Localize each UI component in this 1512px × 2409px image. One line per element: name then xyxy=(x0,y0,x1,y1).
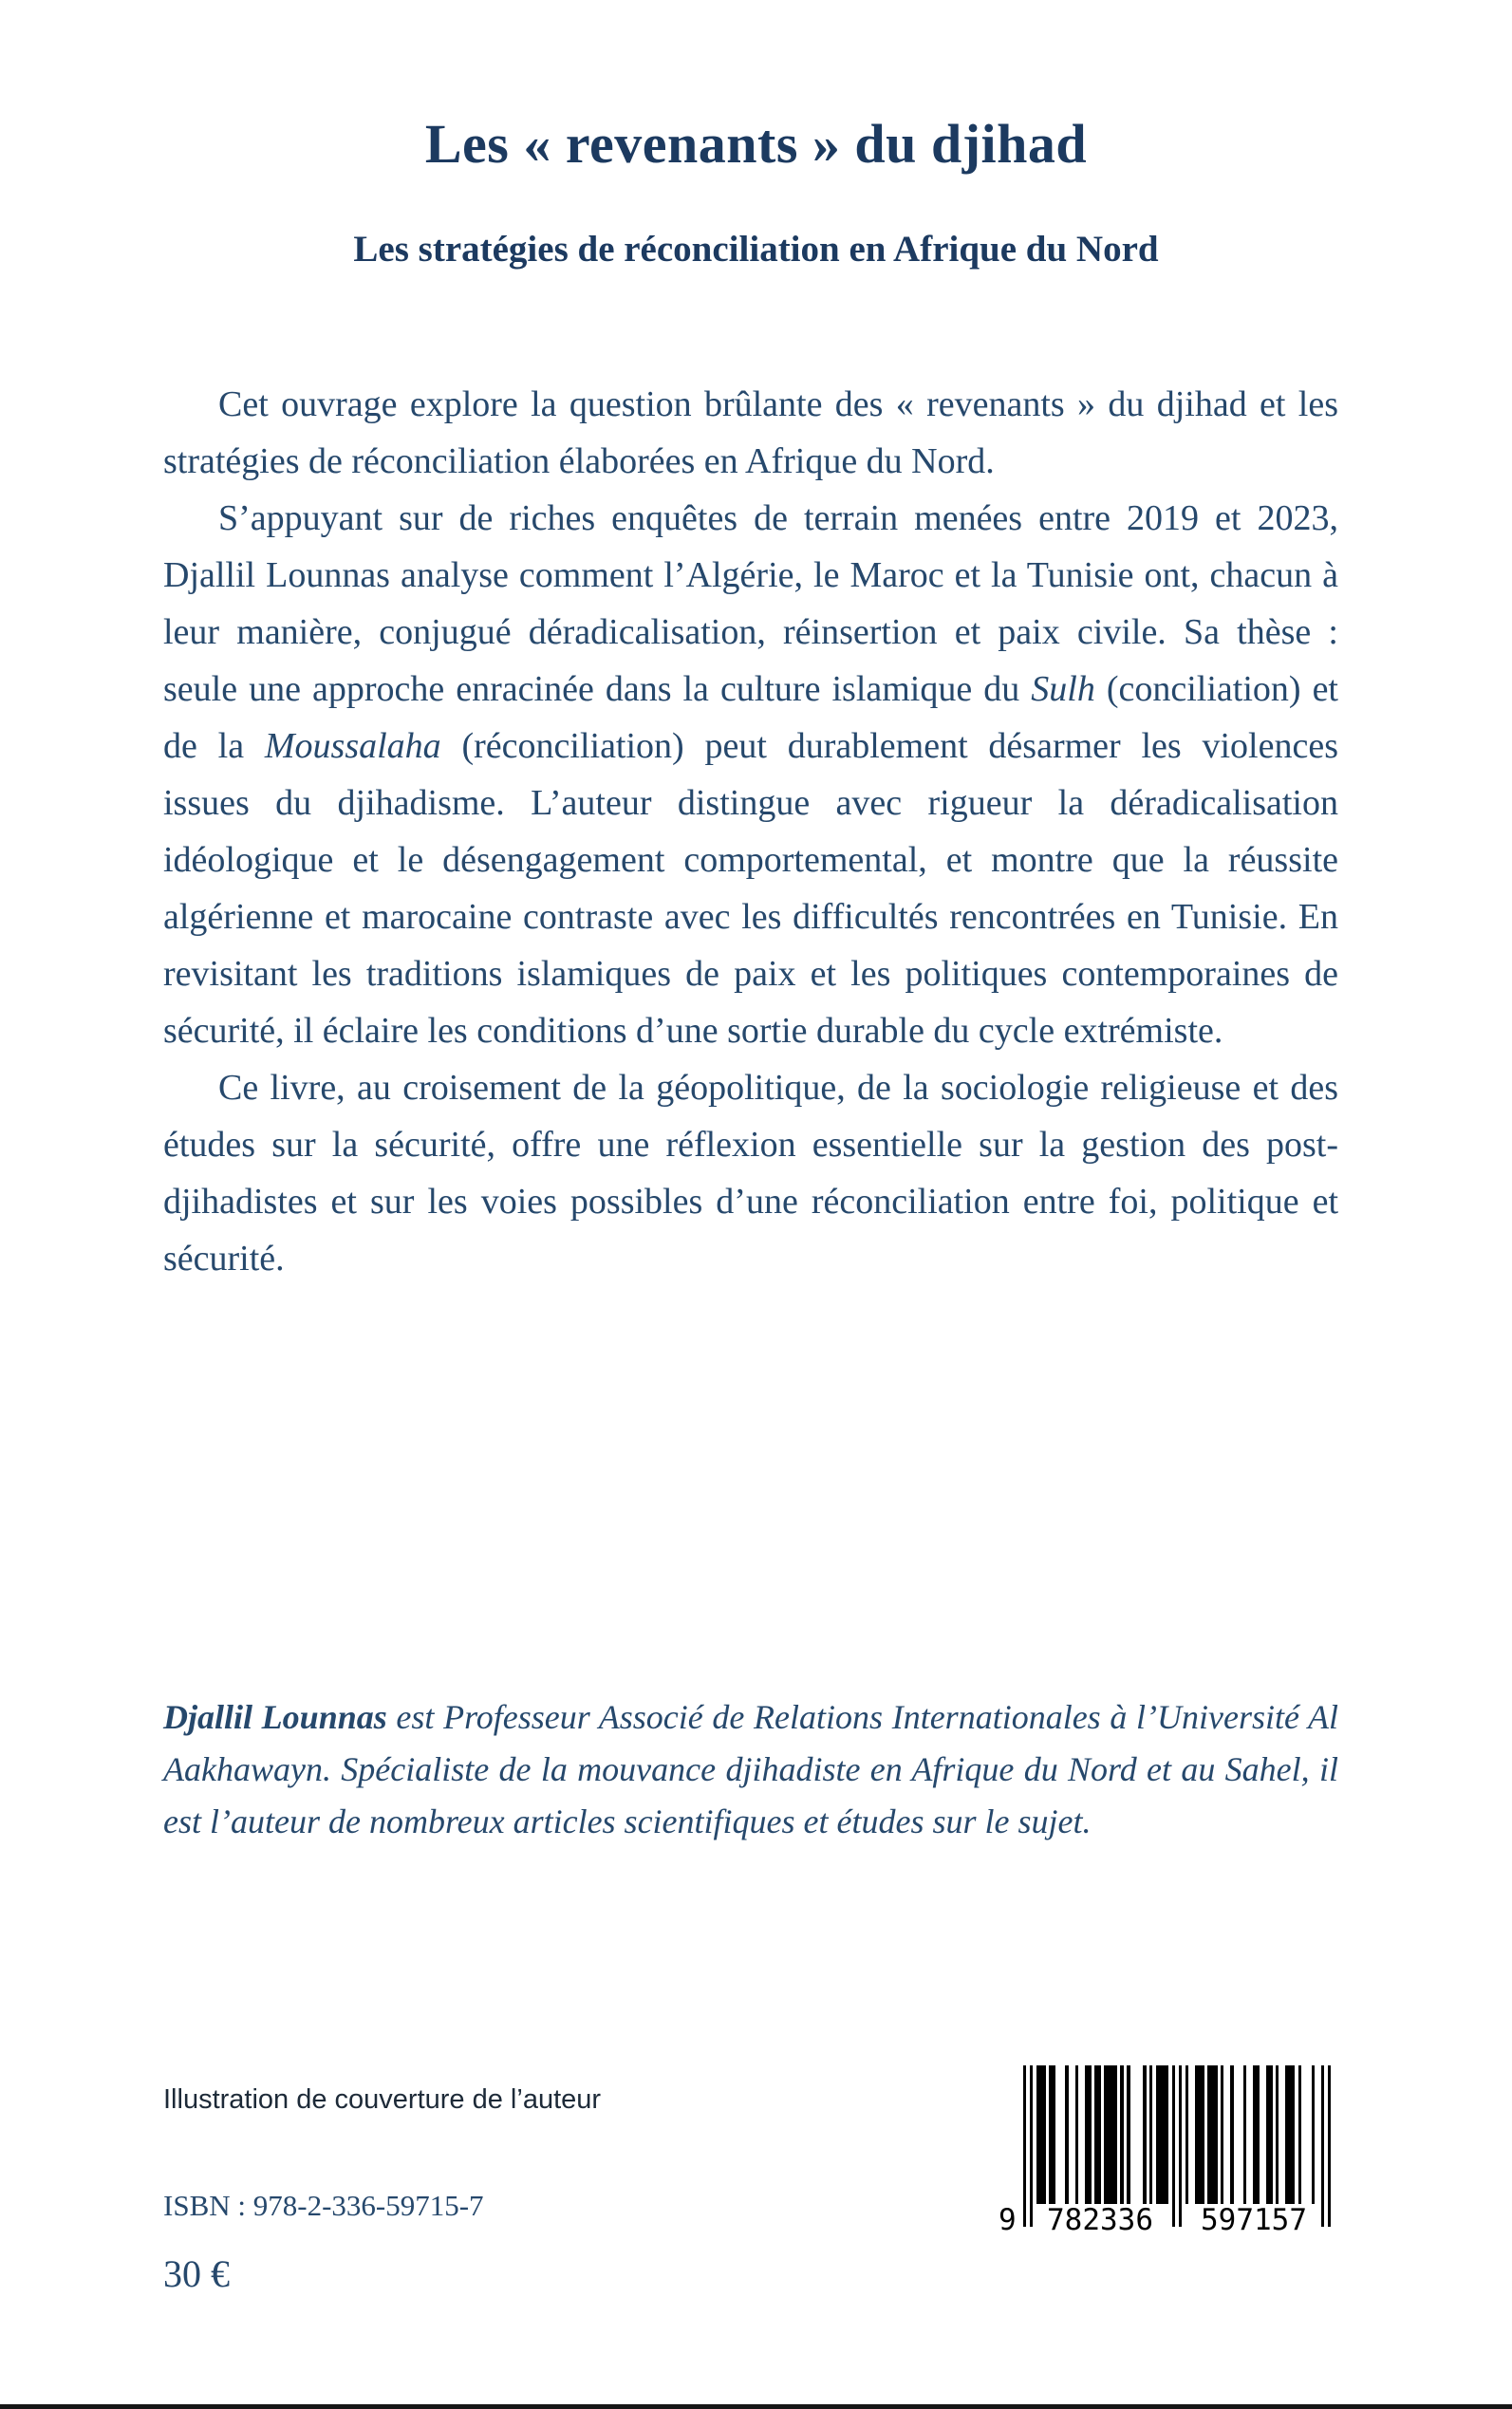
term-sulh: Sulh xyxy=(1031,669,1095,709)
barcode-bar xyxy=(1036,2065,1046,2204)
barcode-digit-group-2: 597157 xyxy=(1201,2203,1307,2237)
barcode-bar xyxy=(1023,2065,1026,2227)
barcode-bar xyxy=(1085,2065,1092,2204)
synopsis-text-2c: (réconciliation) peut durablement désarmer les violences issues du djihadisme. L’auteur distingue avec rigueur la déradicalisation idéologique et le désengagement comportemental, et montre que la réussite algérienne et marocaine contraste avec les difficultés rencontrées en Tunisie. En revisitant les traditions islamiques de paix et les politiques contemporaines de sécurité, il éclaire les conditions d’une sortie durable du cycle extrémiste. xyxy=(163,726,1338,1051)
book-title: Les « revenants » du djihad xyxy=(424,113,1088,175)
barcode-bar xyxy=(1030,2065,1033,2227)
barcode-bar xyxy=(1143,2065,1146,2204)
barcode-bar xyxy=(1127,2065,1129,2204)
barcode-bar xyxy=(1185,2065,1188,2204)
barcode-bar xyxy=(1221,2065,1223,2204)
barcode-bar xyxy=(1207,2065,1217,2204)
synopsis-text-2a: S’appuyant sur de riches enquêtes de terrain menées entre 2019 et 2023, Djallil Lounnas analyse comment l’Algérie, le Maroc et la Tunisie ont, chacun à leur manière, conjugué déradicalisation, réinsertion et paix civile. Sa thèse : seule une approche enracinée dans la culture islamique du xyxy=(163,498,1338,709)
page-bottom-edge xyxy=(0,2404,1512,2409)
synopsis xyxy=(163,376,1338,1287)
author-bio xyxy=(163,1691,1338,1848)
illustration-credit: Illustration de couverture de l’auteur xyxy=(163,2084,602,2115)
barcode-bar xyxy=(1149,2065,1152,2204)
barcode-bar xyxy=(1075,2065,1078,2204)
barcode-bar xyxy=(1243,2065,1246,2204)
price: 30 € xyxy=(163,2252,230,2295)
barcode-bar xyxy=(1298,2065,1301,2204)
synopsis-text-1: Cet ouvrage explore la question brûlante des « revenants » du djihad et les stratégies de réconciliation élaborées en Afrique du Nord. xyxy=(163,384,1338,481)
synopsis-paragraph-3 xyxy=(163,1059,1338,1287)
barcode-bar xyxy=(1172,2065,1175,2227)
barcode-bar xyxy=(1328,2065,1331,2227)
barcode-bar xyxy=(1230,2065,1233,2204)
barcode-bar xyxy=(1312,2065,1315,2204)
synopsis-paragraph-1 xyxy=(163,376,1338,490)
author-name: Djallil Lounnas xyxy=(163,1698,387,1736)
author-bio-text: est Professeur Associé de Relations Internationales à l’Université Al Aakhawayn. Spécialiste de la mouvance djihadiste en Afrique du Nord et au Sahel, il est l’auteur de nombreux articles scientifiques et études sur le sujet. xyxy=(163,1698,1338,1840)
synopsis-text-2b: (conciliation) et de la xyxy=(163,669,1338,766)
barcode-bar xyxy=(1179,2065,1182,2227)
barcode-bar xyxy=(1253,2065,1260,2204)
barcode-bar xyxy=(1285,2065,1295,2204)
barcode-bar xyxy=(1065,2065,1068,2204)
synopsis-paragraph-2 xyxy=(163,490,1338,1059)
barcode-bar xyxy=(1156,2065,1169,2204)
barcode-bar xyxy=(1266,2065,1273,2204)
term-moussalaha: Moussalaha xyxy=(264,726,441,766)
synopsis-text-3: Ce livre, au croisement de la géopolitique, de la sociologie religieuse et des études sur la sécurité, offre une réflexion essentielle sur la gestion des post-djihadistes et sur les voies possibles d’une réconciliation entre foi, politique et sécurité. xyxy=(163,1068,1338,1279)
barcode xyxy=(999,2065,1331,2236)
barcode-digits xyxy=(999,2204,1331,2236)
book-subtitle: Les stratégies de réconciliation en Afrique du Nord xyxy=(353,229,1159,270)
barcode-bar xyxy=(1195,2065,1204,2204)
barcode-digit-prefix: 9 xyxy=(999,2203,1017,2237)
barcode-bar xyxy=(1276,2065,1279,2204)
barcode-bar xyxy=(1049,2065,1055,2204)
isbn: ISBN : 978-2-336-59715-7 xyxy=(163,2189,484,2222)
barcode-digit-group-1: 782336 xyxy=(1047,2203,1153,2237)
barcode-bar xyxy=(1321,2065,1324,2227)
barcode-bar xyxy=(1094,2065,1101,2204)
barcode-bar xyxy=(1120,2065,1123,2204)
barcode-bar xyxy=(1104,2065,1117,2204)
